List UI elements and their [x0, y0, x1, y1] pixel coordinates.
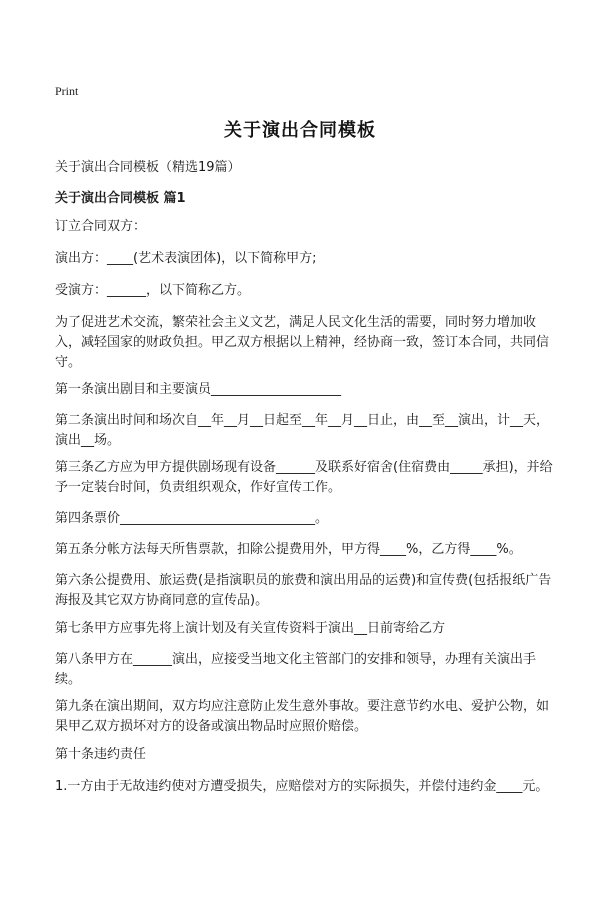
- paragraph-preamble: 为了促进艺术交流，繁荣社会主义文艺，满足人民文化生活的需要，同时努力增加收入，减轻国家的财政负担。甲乙双方根据以上精神，经协商一致，签订本合同，共同信守。: [55, 315, 550, 370]
- clause-10: 第十条违约责任: [55, 747, 147, 762]
- paragraph-performer: 演出方：____(艺术表演团体)，以下简称甲方;: [55, 251, 317, 266]
- clause-2: 第二条演出时间和场次自__年__月__日起至__年__月__日止，由__至__演出，计__天，演出__场。: [55, 413, 550, 448]
- paragraph-host: 受演方：______，以下简称乙方。: [55, 283, 251, 298]
- document-title: 关于演出合同模板: [224, 120, 376, 141]
- clause-1: 第一条演出剧目和主要演员____________________: [55, 382, 342, 397]
- clause-7: 第七条甲方应事先将上演计划及有关宣传资料于演出__日前寄给乙方: [55, 621, 446, 636]
- paragraph-parties: 订立合同双方：: [55, 219, 147, 234]
- clause-8: 第八条甲方在______演出，应接受当地文化主管部门的安排和领导，办理有关演出手续。: [55, 652, 537, 687]
- clause-4: 第四条票价______________________________。: [55, 511, 329, 526]
- section-heading: 关于演出合同模板 篇1: [55, 191, 186, 206]
- clause-3: 第三条乙方应为甲方提供剧场现有设备______及联系好宿舍(住宿费由_____承担)，并给予一定装台时间，负责组织观众，作好宣传工作。: [55, 460, 553, 495]
- clause-5: 第五条分帐方法每天所售票款，扣除公提费用外，甲方得____%，乙方得____%。: [55, 542, 522, 557]
- clause-10-item-1: 1.一方由于无故违约使对方遭受损失，应赔偿对方的实际损失，并偿付违约金____元。: [55, 779, 549, 794]
- clause-6: 第六条公提费用、旅运费(是指演职员的旅费和演出用品的运费)和宣传费(包括报纸广告海报及其它双方协商同意的宣传品)。: [55, 573, 552, 608]
- clause-9: 第九条在演出期间，双方均应注意防止发生意外事故。要注意节约水电、爱护公物，如果甲乙双方损坏对方的设备或演出物品时应照价赔偿。: [55, 699, 550, 734]
- print-label: Print: [55, 84, 79, 98]
- document-subtitle: 关于演出合同模板（精选19篇）: [55, 160, 241, 175]
